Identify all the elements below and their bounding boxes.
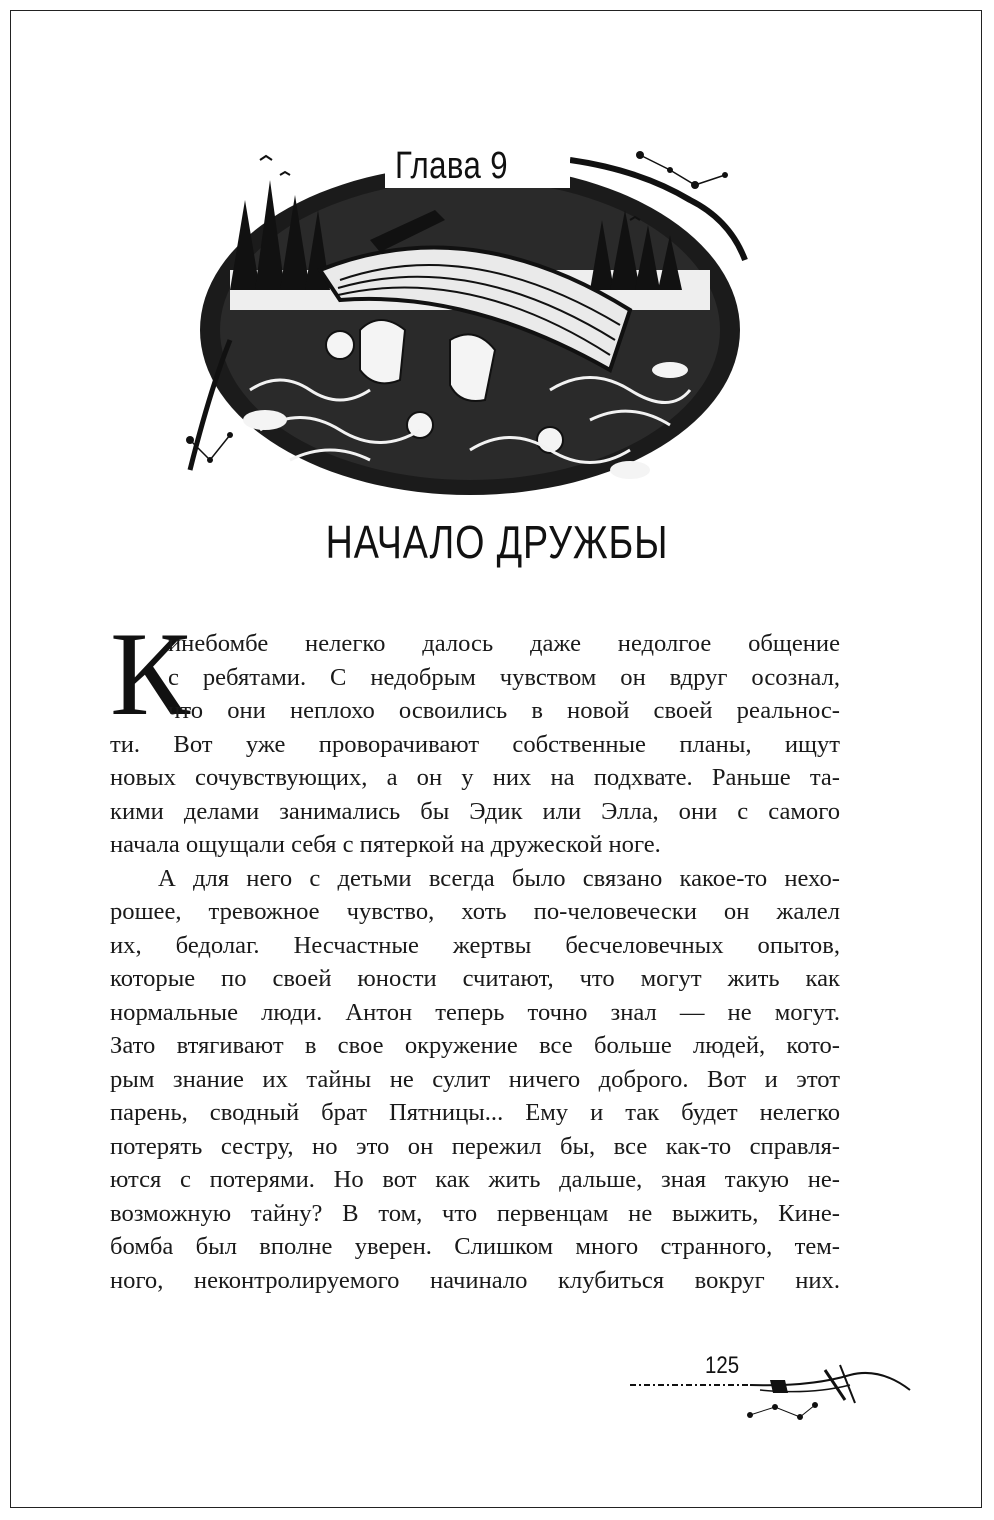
text-line: рым знание их тайны не сулит ничего доброго. Вот и этот [110, 1065, 840, 1093]
text-line: бомба был вполне уверен. Слишком много странного, тем- [110, 1233, 840, 1260]
text-line: ного, неконтролируемого начинало клубиться вокруг них. [110, 1266, 840, 1294]
chapter-title: НАЧАЛО ДРУЖБЫ [325, 516, 669, 568]
text-line: нормальные люди. Антон теперь точно знал — не могут. [110, 998, 840, 1026]
text-line: рошее, тревожное чувство, хоть по-человечески он жалел [110, 898, 840, 925]
paragraph-2 [110, 862, 840, 1298]
chapter-label: Глава 9 [395, 145, 509, 187]
chapter-illustration [170, 140, 790, 510]
text-line: что они неплохо освоились в новой своей реальнос- [168, 697, 840, 724]
body-text [110, 627, 840, 1297]
text-line: начала ощущали себя с пятеркой на дружеской ноге. [110, 831, 661, 858]
text-line: с ребятами. С недобрым чувством он вдруг осознал, [168, 663, 840, 691]
page-number: 125 [705, 1352, 740, 1379]
text-line: потерять сестру, но это он пережил бы, все как-то справля- [110, 1132, 840, 1160]
text-line: ются с потерями. Но вот как жить дальше, зная такую не- [110, 1166, 840, 1193]
drop-cap-glyph: К [110, 607, 191, 740]
text-line: новых сочувствующих, а он у них на подхвате. Раньше та- [110, 764, 840, 791]
text-line: их, бедолаг. Несчастные жертвы бесчеловечных опытов, [110, 931, 840, 959]
text-line: инебомбе нелегко далось даже недолгое общение [168, 630, 840, 657]
text-line: ти. Вот уже проворачивают собственные планы, ищут [110, 730, 840, 758]
footer-ornament [610, 1345, 920, 1435]
text-line: которые по своей юности считают, что могут жить как [110, 965, 840, 992]
text-line: кими делами занимались бы Эдик или Элла, они с самого [110, 797, 840, 825]
text-line: парень, сводный брат Пятницы... Ему и так будет нелегко [110, 1099, 840, 1126]
text-line: А для него с детьми всегда было связано какое-то нехо- [158, 864, 840, 892]
text-line: Зато втягивают в свое окружение все больше людей, кото- [110, 1032, 840, 1059]
text-line: возможную тайну? В том, что первенцам не выжить, Кине- [110, 1199, 840, 1227]
paragraph-1 [110, 627, 840, 862]
